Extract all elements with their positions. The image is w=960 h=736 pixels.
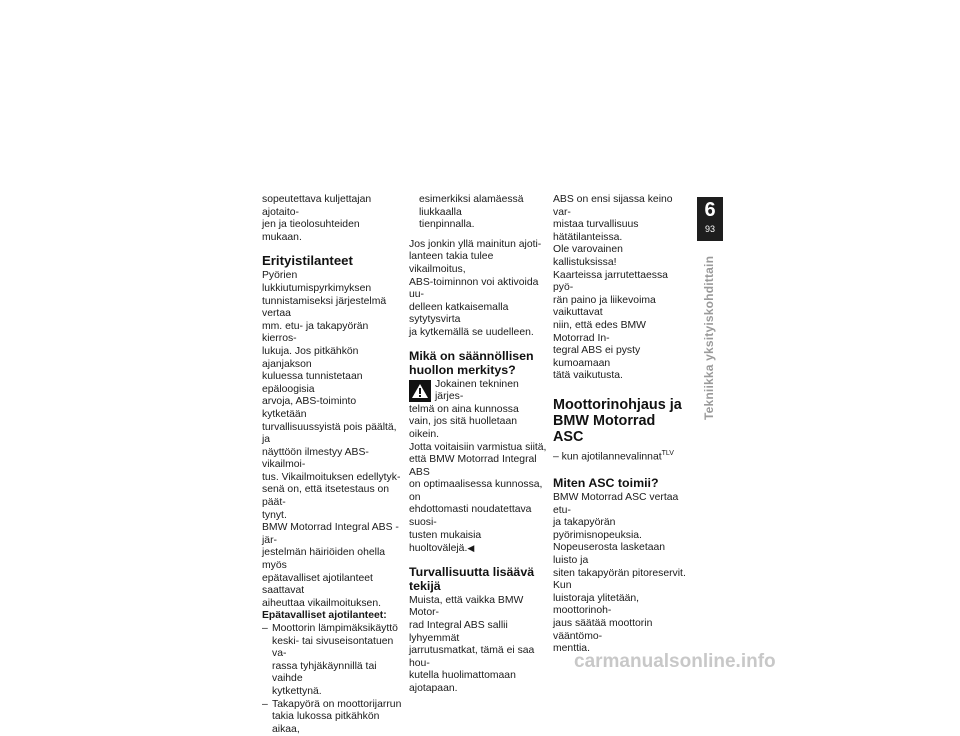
erityistilanteet-text: Pyörien lukkiutumispyrkimyksen tunnistamiseksi järjestelmä vertaa mm. etu- ja takapyörän kierros- lukuja. Jos pitkähkön ajanjakson kuluessa tunnistetaan epäloogisia arvoja, ABS-toiminto kytketään turvallisuussyistä pois päältä, ja näyttöön ilmestyy ABS-vikailmoi- tus. Vikailmoituksen edellytyk- senä on, että itsetestaus on päät- tynyt.	[262, 270, 401, 521]
intro-text: sopeutettava kuljettajan ajotaito- jen ja tieolosuhteiden mukaan.	[262, 194, 372, 243]
heading-asc: Moottorinohjaus ja BMW Motorrad ASC	[553, 396, 682, 445]
warning-lines: Jokainen tekninen järjes- telmä on aina kunnossa	[409, 378, 519, 415]
list-item: – Moottorin lämpimäksikäyttö keski- tai sivuseisontatuen va- rassa tyhjäkäynnillä tai vaihde kytkettynä.	[262, 623, 402, 699]
asc-text: BMW Motorrad ASC vertaa etu- ja takapyörän pyörimisnopeuksia. Nopeuserosta lasketaan luisto ja siten takapyörän pitoreservit. Kun luistoraja ylitetään, moottorinoh- jaus säätää moottorin vääntömo- menttia.	[553, 491, 686, 655]
maintenance-text	[409, 416, 547, 556]
heading-maintenance: Mikä on säännöllisen huollon merkitys?	[409, 348, 534, 377]
reactivation-text: Jos jonkin yllä mainitun ajoti- lanteen takia tulee vikailmoitus, ABS-toiminnon voi aktivoida uu- delleen katkaisemalla sytytysvirta ja kytkemällä se uudelleen.	[409, 238, 542, 338]
option-line	[553, 448, 689, 464]
column-1	[262, 194, 402, 736]
unusual-situations-list	[262, 623, 402, 736]
safety-text: Muista, että vaikka BMW Motor- rad Integral ABS sallii lyhyemmät jarrutusmatkat, tämä ei saa hou- kutella huolimattomaan ajotapaan.	[409, 594, 535, 694]
column-2	[409, 194, 547, 696]
option-sup: TLV	[661, 449, 674, 457]
maintenance-body: vain, jos sitä huolletaan oikein. Jotta voitaisiin varmistua siitä, että BMW Motorrad Integral ABS on optimaalisessa kunnossa, on ehdottomasti noudatettava suosi- tusten mukaisia huoltovälejä.	[409, 416, 547, 555]
chapter-number: 6	[704, 199, 716, 221]
maintenance-warning	[409, 379, 547, 556]
unusual-situations-label: Epätavalliset ajotilanteet:	[262, 610, 387, 622]
list-continuation: esimerkiksi alamäessä liukkaalla tienpinnalla.	[419, 194, 524, 231]
integral-text: BMW Motorrad Integral ABS -jär- jestelmän häiriöiden ohella myös epätavalliset ajotilanteet saattavat aiheuttaa vikailmoituksen.	[262, 522, 399, 609]
end-mark-icon: ◀	[467, 543, 475, 554]
list-item: – Takapyörä on moottorijarrun takia lukossa pitkähkön aikaa,	[262, 699, 402, 736]
page-number: 93	[704, 224, 715, 234]
column-3	[553, 194, 689, 656]
abs-text: ABS on ensi sijassa keino var- mistaa turvallisuus hätätilanteissa. Ole varovainen kallistuksissa! Kaarteissa jarrutettaessa pyö- rän paino ja liikevoima vaikuttavat niin, että edes BMW Motorrad In- tegral ABS ei pysty kumoamaan tätä vaikutusta.	[553, 194, 673, 382]
side-chapter-title: Tekniikka yksityiskohdittain	[702, 255, 716, 420]
heading-erityistilanteet: Erityistilanteet	[262, 253, 353, 269]
watermark-text: carmanualsonline.info	[574, 651, 776, 672]
option-text: – kun ajotilannevalinnat	[553, 451, 662, 463]
heading-safety: Turvallisuutta lisäävä tekijä	[409, 564, 535, 593]
heading-how-asc-works: Miten ASC toimii?	[553, 475, 659, 490]
chapter-tab	[697, 197, 723, 241]
warning-icon	[409, 380, 431, 402]
